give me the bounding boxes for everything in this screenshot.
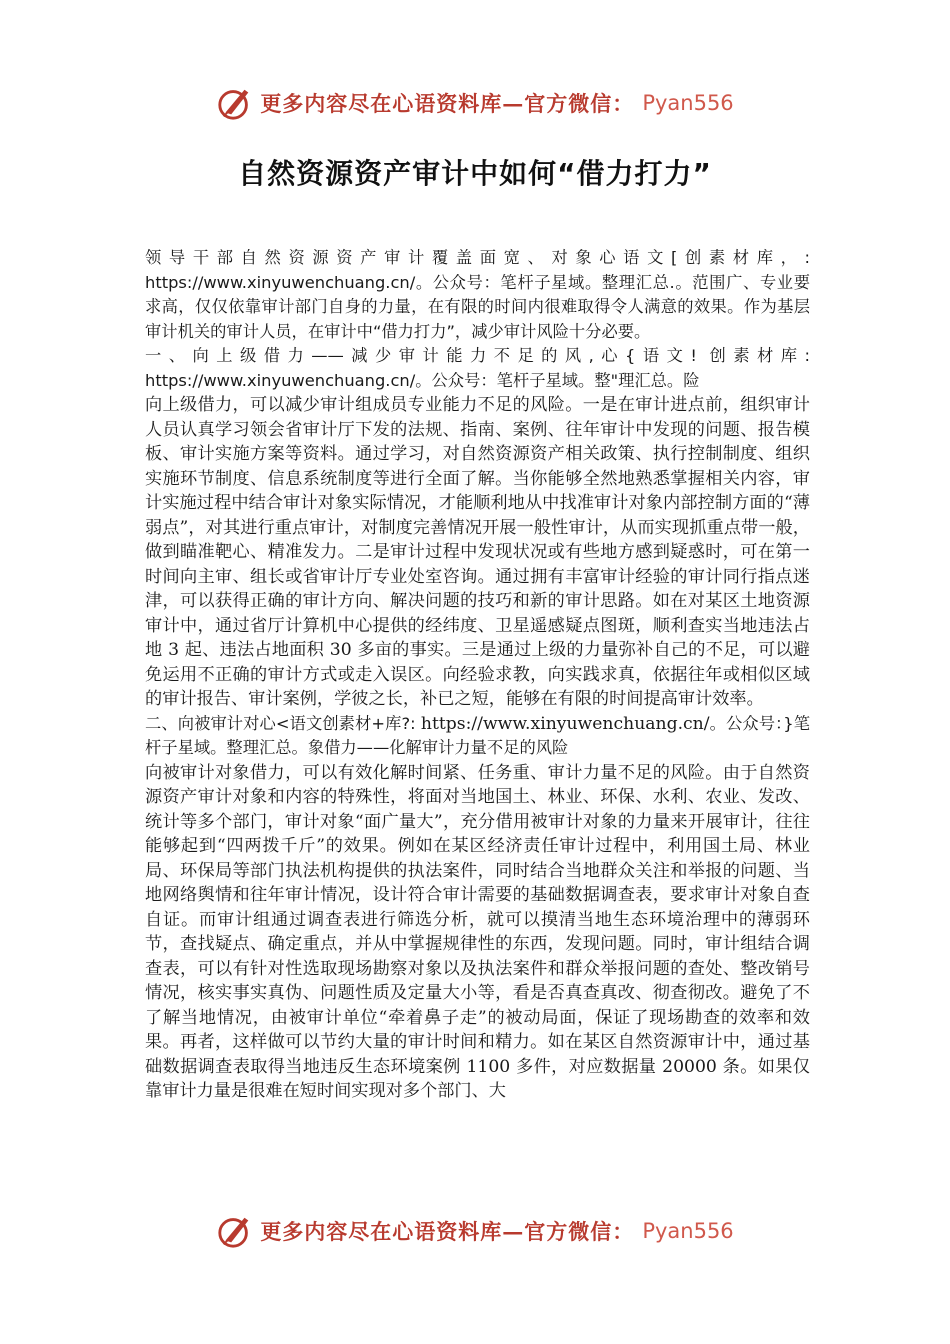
banner-text: 更多内容尽在心语资料库—官方微信：: [260, 91, 635, 116]
quill-logo-icon: [216, 84, 254, 122]
heading-2-url: https://www.xinyuwenchuang.cn/: [420, 713, 710, 734]
section-paragraph-2: 向被审计对象借力，可以有效化解时间紧、任务重、审计力量不足的风险。由于自然资源资产审计对象和内容的特殊性，将面对当地国土、林业、环保、水利、农业、发改、统计等多个部门，审计对象“面广量大”，充分借用被审计对象的力量来开展审计，往往能够起到“四两拨千斤”的效果。例如在某区经济责任审计过程中，利用国土局、林业局、环保局等部门执法机构提供的执法案件，同时结合当地群众关注和举报的问题、当地网络舆情和往年审计情况，设计符合审计需要的基础数据调查表，要求审计对象自查自证。而审计组通过调查表进行筛选分析，就可以摸清当地生态环境治理中的薄弱环节，查找疑点、确定重点，并从中掌握规律性的东西，发现问题。同时，审计组结合调查表，可以有针对性选取现场勘察对象以及执法案件和群众举报问题的查处、整改销号情况，核实事实真伪、问题性质及定量大小等，看是否真查真改、彻查彻改。避免了不了解当地情况，由被审计单位“牵着鼻子走”的被动局面，保证了现场勘查的效率和效果。再者，这样做可以节约大量的审计时间和精力。如在某区自然资源审计中，通过基础数据调查表取得当地违反生态环境案例 1100 多件，对应数据量 20000 条。如果仅靠审计力量是很难在短时间实现对多个部门、大: [145, 762, 810, 1101]
footer-banner: [0, 1208, 950, 1254]
heading-2-suffix: 。公众号：}笔杆子星域。整理汇总。象借力——化解审计力量不足的风险: [145, 713, 811, 757]
section-heading-2: [145, 712, 810, 761]
banner-wechat-id: Pyan556: [642, 91, 734, 115]
header-banner: [0, 80, 950, 126]
intro-paragraph: 领导干部自然资源资产审计覆盖面宽、对象心语文[创素材库，: https://www.xinyuwenchuang.cn/。公众号：笔杆子星域。整理汇总.。范围广、专业要求高，仅仅依靠审计部门自身的力量，在有限的时间内很难取得令人满意的效果。作为基层审计机关的审计人员，在审计中“借力打力”，减少审计风险十分必要。: [145, 248, 810, 341]
page-title: 自然资源资产审计中如何“借力打力”: [238, 157, 712, 190]
quill-logo-icon: [216, 1212, 254, 1250]
banner-text: 更多内容尽在心语资料库—官方微信：: [260, 1219, 635, 1244]
section-paragraph-1: 向上级借力，可以减少审计组成员专业能力不足的风险。一是在审计进点前，组织审计人员认真学习领会省审计厅下发的法规、指南、案例、往年审计中发现的问题、报告模板、审计实施方案等资料。通过学习，对自然资源资产相关政策、执行控制制度、组织实施环节制度、信息系统制度等进行全面了解。当你能够全然地熟悉掌握相关内容，审计实施过程中结合审计对象实际情况，才能顺利地从中找准审计对象内部控制方面的“薄弱点”，对其进行重点审计，对制度完善情况开展一般性审计，从而实现抓重点带一般，做到瞄准靶心、精准发力。二是审计过程中发现状况或有些地方感到疑惑时，可在第一时间向主审、组长或省审计厅专业处室咨询。通过拥有丰富审计经验的审计同行指点迷津，可以获得正确的审计方向、解决问题的技巧和新的审计思路。如在对某区土地资源审计中，通过省厅计算机中心提供的经纬度、卫星遥感疑点图斑，顺利查实当地违法占地 3 起、违法占地面积 30 多亩的事实。三是通过上级的力量弥补自己的不足，可以避免运用不正确的审计方式或走入误区。向经验求教，向实践求真，依据往年或相似区域的审计报告、审计案例，学彼之长，补已之短，能够在有限的时间提高审计效率。: [145, 395, 810, 709]
document-body: [145, 246, 810, 1104]
banner-wechat-id: Pyan556: [642, 1219, 734, 1243]
heading-2-prefix: 二、向被审计对心<语文创素材+库?:: [145, 713, 421, 733]
section-heading-1: 一、向上级借力——减少审计能力不足的风,心{语文! 创素材库: https://www.xinyuwenchuang.cn/。公众号：笔杆子星域。整"理汇总。险: [145, 346, 810, 390]
